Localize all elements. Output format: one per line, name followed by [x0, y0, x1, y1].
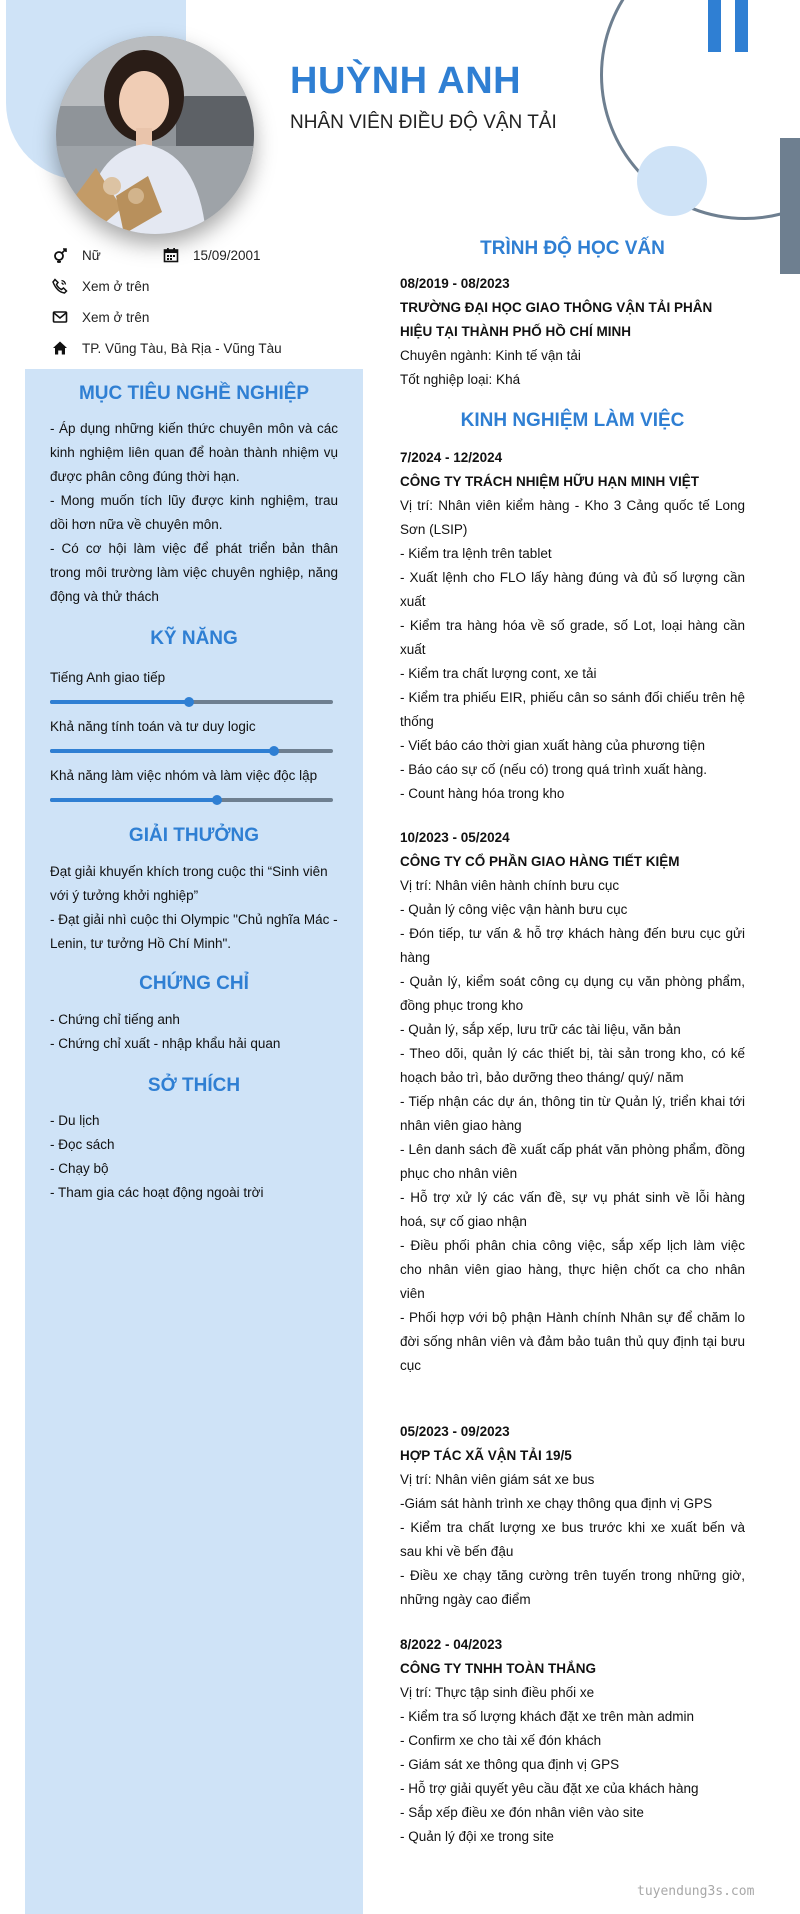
email-value: Xem ở trên: [82, 309, 150, 325]
job-company: CÔNG TY TNHH TOÀN THẮNG: [400, 1661, 597, 1676]
job-line: - Kiểm tra lệnh trên tablet: [400, 546, 552, 561]
dob-row: [163, 247, 261, 263]
skill-bar: [50, 798, 333, 802]
job-line: - Count hàng hóa trong kho: [400, 786, 565, 801]
experience-title: KINH NGHIỆM LÀM VIỆC: [460, 410, 685, 431]
education-school: TRƯỜNG ĐẠI HỌC GIAO THÔNG VẬN TẢI PHÂN HIỆU TẠI THÀNH PHỐ HỒ CHÍ MINH: [400, 300, 713, 339]
job-line: - Viết báo cáo thời gian xuất hàng của phương tiện: [400, 738, 705, 753]
job-period: 8/2022 - 04/2023: [400, 1637, 503, 1652]
objective-title: MỤC TIÊU NGHỀ NGHIỆP: [78, 383, 310, 404]
hobby-line: - Du lịch: [50, 1113, 100, 1128]
decorative-dot: [637, 146, 707, 216]
job-line: - Kiểm tra số lượng khách đặt xe trên màn admin: [400, 1709, 695, 1724]
award-line: Đạt giải khuyến khích trong cuộc thi “Sinh viên với ý tưởng khởi nghiệp”: [50, 864, 328, 903]
objective-line: - Áp dụng những kiến thức chuyên môn và các kinh nghiệm liên quan để hoàn thành nhiệm vụ được phân công đúng thời hạn.: [50, 421, 338, 484]
awards-text: [50, 860, 338, 956]
education-block: [400, 272, 745, 392]
awards-title: GIẢI THƯỞNG: [128, 825, 260, 846]
decorative-bar: [708, 0, 721, 52]
job-line: - Giám sát xe thông qua định vị GPS: [400, 1757, 620, 1772]
job-line: Vị trí: Nhân viên hành chính bưu cục: [400, 878, 620, 893]
job-line: - Quản lý đội xe trong site: [400, 1829, 554, 1844]
job-line: - Kiểm tra phiếu EIR, phiếu cân so sánh đối chiếu trên hệ thống: [400, 690, 745, 729]
skill-bar-fill: [50, 749, 274, 753]
job-line: - Đón tiếp, tư vấn & hỗ trợ khách hàng đến bưu cục gửi hàng: [400, 926, 745, 965]
job-line: - Kiểm tra chất lượng xe bus trước khi xe xuất bến và sau khi về bến đậu: [400, 1520, 745, 1559]
skill-bar-knob: [184, 697, 194, 707]
skill-bar-fill: [50, 700, 189, 704]
hobbies-title: SỞ THÍCH: [147, 1075, 241, 1096]
job-block: [400, 446, 745, 806]
job-line: Vị trí: Nhân viên kiểm hàng - Kho 3 Cảng quốc tế Long Sơn (LSIP): [400, 498, 745, 537]
job-line: - Hỗ trợ giải quyết yêu cầu đặt xe của khách hàng: [400, 1781, 699, 1796]
certificate-line: - Chứng chỉ tiếng anh: [50, 1012, 180, 1027]
skill-bar-knob: [212, 795, 222, 805]
job-line: - Sắp xếp điều xe đón nhân viên vào site: [400, 1805, 644, 1820]
job-line: - Báo cáo sự cố (nếu có) trong quá trình xuất hàng.: [400, 762, 707, 777]
candidate-name: HUỲNH ANH: [290, 60, 522, 102]
education-grade: Tốt nghiệp loại: Khá: [400, 372, 521, 387]
skill-label: Tiếng Anh giao tiếp: [50, 670, 166, 685]
skill-label: Khả năng tính toán và tư duy logic: [50, 719, 256, 734]
job-line: Vị trí: Thực tập sinh điều phối xe: [400, 1685, 595, 1700]
job-period: 05/2023 - 09/2023: [400, 1424, 510, 1439]
hobby-line: - Tham gia các hoạt động ngoài trời: [50, 1185, 264, 1200]
skill-bar-knob: [269, 746, 279, 756]
avatar: [56, 36, 254, 234]
address-value: TP. Vũng Tàu, Bà Rịa - Vũng Tàu: [82, 340, 282, 356]
job-period: 10/2023 - 05/2024: [400, 830, 510, 845]
certificate-line: - Chứng chỉ xuất - nhập khẩu hải quan: [50, 1036, 281, 1051]
phone-row: [52, 278, 149, 294]
decorative-bar: [735, 0, 748, 52]
job-line: Vị trí: Nhân viên giám sát xe bus: [400, 1472, 595, 1487]
job-line: - Quản lý, kiểm soát công cụ dụng cụ văn phòng phẩm, đồng phục trong kho: [400, 974, 745, 1013]
objective-line: - Mong muốn tích lũy được kinh nghiệm, trau dồi hơn nữa về chuyên môn.: [50, 493, 338, 532]
mail-icon: [52, 309, 68, 325]
job-line: - Theo dõi, quản lý các thiết bị, tài sản trong kho, có kế hoạch bảo trì, bảo dưỡng theo tháng/ quý/ năm: [400, 1046, 745, 1085]
skill-bar: [50, 749, 333, 753]
gender-icon: [52, 247, 68, 263]
address-row: [52, 340, 282, 356]
job-period: 7/2024 - 12/2024: [400, 450, 503, 465]
hobby-line: - Đọc sách: [50, 1137, 115, 1152]
skill-label: Khả năng làm việc nhóm và làm việc độc lập: [50, 768, 318, 783]
decorative-side-bar: [780, 138, 800, 274]
job-company: CÔNG TY CỔ PHẦN GIAO HÀNG TIẾT KIỆM: [400, 854, 680, 869]
watermark: tuyendung3s.com: [637, 1884, 755, 1899]
dob-value: 15/09/2001: [193, 247, 261, 263]
objective-text: [50, 417, 338, 609]
phone-icon: [52, 278, 68, 294]
home-icon: [52, 340, 68, 356]
job-block: [400, 826, 745, 1378]
education-major: Chuyên ngành: Kinh tế vận tải: [400, 348, 581, 363]
job-title: NHÂN VIÊN ĐIỀU ĐỘ VẬN TẢI: [290, 112, 557, 133]
job-line: - Quản lý, sắp xếp, lưu trữ các tài liệu, văn bản: [400, 1022, 681, 1037]
job-line: - Tiếp nhận các dự án, thông tin từ Quản lý, triển khai tới nhân viên giao hàng: [400, 1094, 745, 1133]
job-line: - Confirm xe cho tài xế đón khách: [400, 1733, 602, 1748]
skill-bar-fill: [50, 798, 217, 802]
portrait-illustration: [56, 36, 254, 234]
certificates-title: CHỨNG CHỈ: [139, 973, 249, 994]
gender-row: [52, 247, 101, 263]
hobby-line: - Chạy bộ: [50, 1161, 109, 1176]
job-line: - Quản lý công việc vận hành bưu cục: [400, 902, 628, 917]
job-line: - Điều phối phân chia công việc, sắp xếp lịch làm việc cho nhân viên giao hàng, thực hiện chốt ca cho nhân viên: [400, 1238, 745, 1301]
job-block: [400, 1633, 745, 1849]
certificates-text: [50, 1008, 338, 1056]
calendar-icon: [163, 247, 179, 263]
job-line: - Điều xe chạy tăng cường trên tuyến trong những giờ, những ngày cao điểm: [400, 1568, 745, 1607]
job-line: - Phối hợp với bộ phận Hành chính Nhân sự để chăm lo đời sống nhân viên và đảm bảo tuân thủ quy định tại bưu cục: [400, 1310, 745, 1373]
job-line: -Giám sát hành trình xe chạy thông qua định vị GPS: [400, 1496, 713, 1511]
award-line: - Đạt giải nhì cuộc thi Olympic "Chủ nghĩa Mác - Lenin, tư tưởng Hồ Chí Minh".: [50, 912, 338, 951]
job-line: - Hỗ trợ xử lý các vấn đề, sự vụ phát sinh về lỗi hàng hoá, sự cố giao nhận: [400, 1190, 745, 1229]
phone-value: Xem ở trên: [82, 278, 150, 294]
hobbies-text: [50, 1109, 338, 1205]
objective-line: - Có cơ hội làm việc để phát triển bản thân trong môi trường làm việc chuyên nghiệp, năng động và thử thách: [50, 541, 338, 604]
job-line: - Kiểm tra chất lượng cont, xe tải: [400, 666, 597, 681]
job-line: - Lên danh sách đề xuất cấp phát văn phòng phẩm, đồng phục cho nhân viên: [400, 1142, 745, 1181]
gender-value: Nữ: [82, 247, 101, 263]
job-company: CÔNG TY TRÁCH NHIỆM HỮU HẠN MINH VIỆT: [400, 474, 699, 489]
email-row: [52, 309, 149, 325]
education-period: 08/2019 - 08/2023: [400, 276, 510, 291]
job-line: - Kiểm tra hàng hóa về số grade, số Lot, loại hàng cần xuất: [400, 618, 745, 657]
job-line: - Xuất lệnh cho FLO lấy hàng đúng và đủ số lượng cần xuất: [400, 570, 745, 609]
skill-bar: [50, 700, 333, 704]
education-title: TRÌNH ĐỘ HỌC VẤN: [480, 238, 665, 259]
job-company: HỢP TÁC XÃ VẬN TẢI 19/5: [400, 1448, 572, 1463]
job-block: [400, 1420, 745, 1612]
skills-title: KỸ NĂNG: [150, 628, 238, 649]
